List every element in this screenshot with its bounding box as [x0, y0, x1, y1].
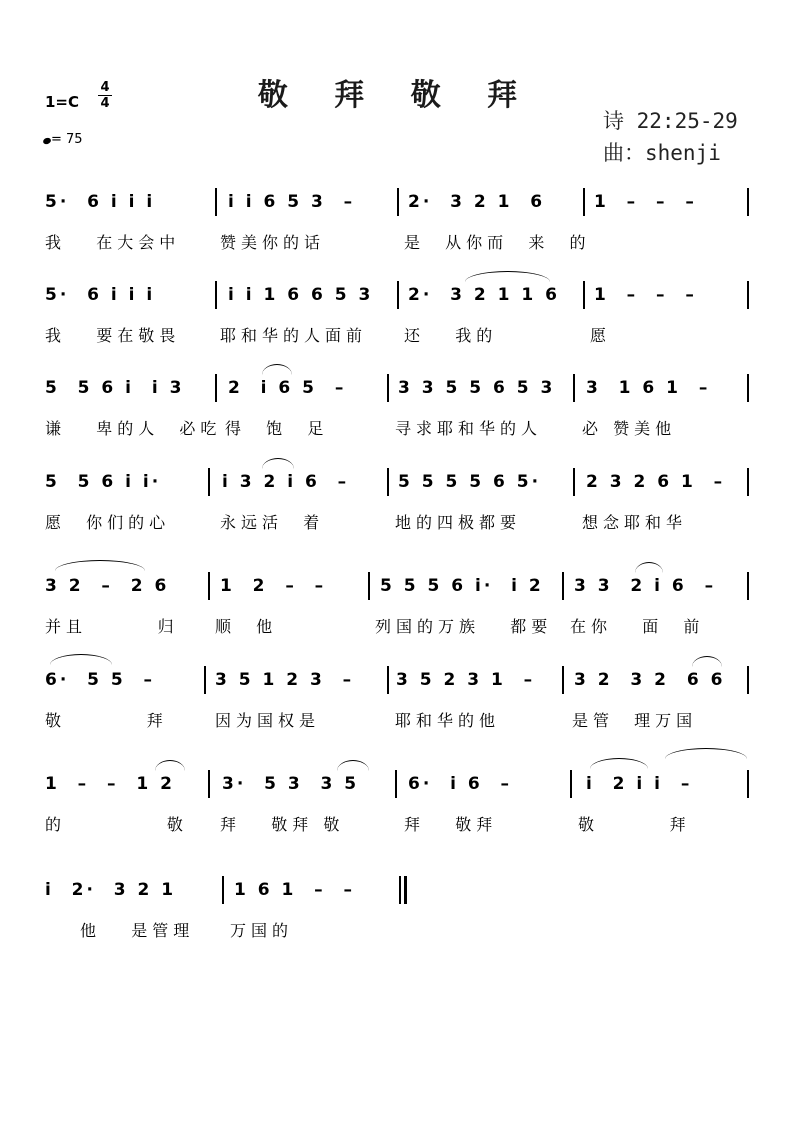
barline — [208, 468, 210, 496]
measure: i i 6 5 3 – — [228, 192, 356, 212]
barline — [573, 374, 575, 402]
measure: 1 – – – — [594, 192, 697, 212]
lyric: 谦 卑的人 必吃 — [45, 419, 222, 438]
barline — [397, 188, 399, 216]
lyric: 敬 拜 — [578, 815, 691, 834]
final-barline — [404, 876, 407, 904]
notes-row — [0, 378, 793, 408]
barline — [747, 188, 749, 216]
measure: 3 1 6 1 – — [586, 378, 711, 398]
score-system-2 — [0, 285, 793, 365]
score-system-5 — [0, 576, 793, 656]
lyric: 敬 拜 — [45, 711, 168, 730]
barline — [215, 188, 217, 216]
measure: 3 2 – 2 6 — [45, 576, 170, 596]
barline — [562, 572, 564, 600]
slur-mark — [635, 562, 663, 573]
measure: 6· 5 5 – — [45, 670, 156, 690]
notes-row — [0, 576, 793, 606]
lyrics-row — [0, 230, 793, 252]
lyric: 赞美你的话 — [220, 233, 326, 252]
slur-mark — [262, 458, 294, 469]
barline — [395, 770, 397, 798]
lyric: 得 饱 足 — [225, 419, 329, 438]
measure: 1 – – 1 2 — [45, 774, 175, 794]
lyric: 在你 面 前 — [570, 617, 705, 636]
measure: i i 1 6 6 5 3 — [228, 285, 374, 305]
lyrics-row — [0, 323, 793, 345]
barline — [583, 188, 585, 216]
slur-mark — [465, 271, 550, 282]
composer: 曲：shenji — [603, 141, 721, 165]
tempo-value: = 75 — [51, 132, 83, 147]
lyric: 的 敬 — [45, 815, 188, 834]
measure: 3 3 2 i 6 – — [574, 576, 717, 596]
lyric: 必 赞美他 — [582, 419, 677, 438]
slur-mark — [590, 758, 648, 769]
measure: i 3 2 i 6 – — [222, 472, 350, 492]
measure: 3 3 5 5 6 5 3 — [398, 378, 556, 398]
score-system-4 — [0, 472, 793, 552]
notes-row — [0, 285, 793, 315]
lyric: 他 是管理 — [80, 921, 195, 940]
measure: 3· 5 3 3 5 — [222, 774, 360, 794]
measure: 5 5 5 5 6 5· — [398, 472, 542, 492]
barline — [368, 572, 370, 600]
lyric: 万国的 — [230, 921, 294, 940]
lyric: 寻求耶和华的人 — [395, 419, 543, 438]
lyrics-row — [0, 708, 793, 730]
lyrics-row — [0, 812, 793, 834]
barline — [208, 572, 210, 600]
measure: 3 5 1 2 3 – — [215, 670, 355, 690]
measure: 6· i 6 – — [408, 774, 513, 794]
notes-row — [0, 880, 793, 910]
measure: i 2· 3 2 1 — [45, 880, 177, 900]
barline — [747, 281, 749, 309]
lyric: 并且 归 — [45, 617, 179, 636]
score-system-6 — [0, 670, 793, 750]
barline — [747, 666, 749, 694]
lyric: 我 要在敬畏 — [45, 326, 181, 345]
lyric: 永远活 着 — [220, 513, 325, 532]
barline — [747, 572, 749, 600]
measure: 5 5 5 6 i· i 2 — [380, 576, 544, 596]
score-system-1 — [0, 192, 793, 272]
barline — [387, 468, 389, 496]
notes-row — [0, 774, 793, 804]
lyric: 愿 — [590, 326, 612, 345]
lyric-source: 诗 22:25-29 — [603, 109, 738, 133]
lyric: 还 我的 — [404, 326, 498, 345]
measure: 5 5 6 i i· — [45, 472, 162, 492]
lyric: 愿 你们的心 — [45, 513, 171, 532]
slur-mark — [55, 560, 145, 571]
slur-mark — [155, 760, 185, 771]
lyric: 顺 他 — [215, 617, 278, 636]
lyric: 是管 理万国 — [572, 711, 698, 730]
lyric: 想念耶和华 — [582, 513, 688, 532]
measure: 2 i 6 5 – — [228, 378, 347, 398]
measure: 2 3 2 6 1 – — [586, 472, 726, 492]
key-signature: 1=C — [45, 93, 80, 111]
slur-mark — [262, 364, 292, 375]
lyrics-row — [0, 918, 793, 940]
score-system-8 — [0, 880, 793, 960]
time-signature-top: 4 — [100, 80, 110, 95]
tempo-marking — [43, 132, 83, 147]
lyric: 拜 敬拜 — [404, 815, 498, 834]
measure: 1 6 1 – – — [234, 880, 355, 900]
notes-row — [0, 472, 793, 502]
barline — [222, 876, 224, 904]
measure: 2· 3 2 1 1 6 — [408, 285, 560, 305]
time-signature-bottom: 4 — [100, 96, 110, 111]
measure: 3 5 2 3 1 – — [396, 670, 536, 690]
slur-mark — [692, 656, 722, 667]
barline — [215, 281, 217, 309]
barline — [208, 770, 210, 798]
lyric: 拜 敬拜 敬 — [220, 815, 345, 834]
lyrics-row — [0, 614, 793, 636]
measure: i 2 i i – — [586, 774, 693, 794]
barline — [397, 281, 399, 309]
lyric: 我 在大会中 — [45, 233, 181, 252]
barline — [204, 666, 206, 694]
measure: 1 2 – – — [220, 576, 327, 596]
lyrics-row — [0, 510, 793, 532]
measure: 5· 6 i i i — [45, 285, 156, 305]
barline — [387, 374, 389, 402]
measure: 5 5 6 i i 3 — [45, 378, 185, 398]
song-title: 敬 拜 敬 拜 — [257, 78, 536, 113]
lyric: 地的四极都要 — [395, 513, 522, 532]
barline — [399, 876, 401, 904]
barline — [387, 666, 389, 694]
barline — [583, 281, 585, 309]
lyric: 因为国权是 — [215, 711, 321, 730]
time-signature — [98, 80, 112, 111]
barline — [747, 770, 749, 798]
score-system-3 — [0, 378, 793, 458]
measure: 2· 3 2 1 6 — [408, 192, 546, 212]
measure: 3 2 3 2 6 6 — [574, 670, 726, 690]
barline — [747, 374, 749, 402]
lyric: 耶和华的人面前 — [220, 326, 368, 345]
barline — [215, 374, 217, 402]
notes-row — [0, 670, 793, 700]
lyrics-row — [0, 416, 793, 438]
credits — [603, 105, 738, 169]
lyric: 是 从你而 来 的 — [404, 233, 591, 252]
slur-mark — [337, 760, 369, 771]
lyric: 耶和华的他 — [395, 711, 501, 730]
score-system-7 — [0, 774, 793, 854]
lyric: 列国的万族 都要 — [375, 617, 553, 636]
barline — [562, 666, 564, 694]
measure: 1 – – – — [594, 285, 697, 305]
measure: 5· 6 i i i — [45, 192, 156, 212]
barline — [570, 770, 572, 798]
barline — [747, 468, 749, 496]
barline — [573, 468, 575, 496]
notes-row — [0, 192, 793, 222]
